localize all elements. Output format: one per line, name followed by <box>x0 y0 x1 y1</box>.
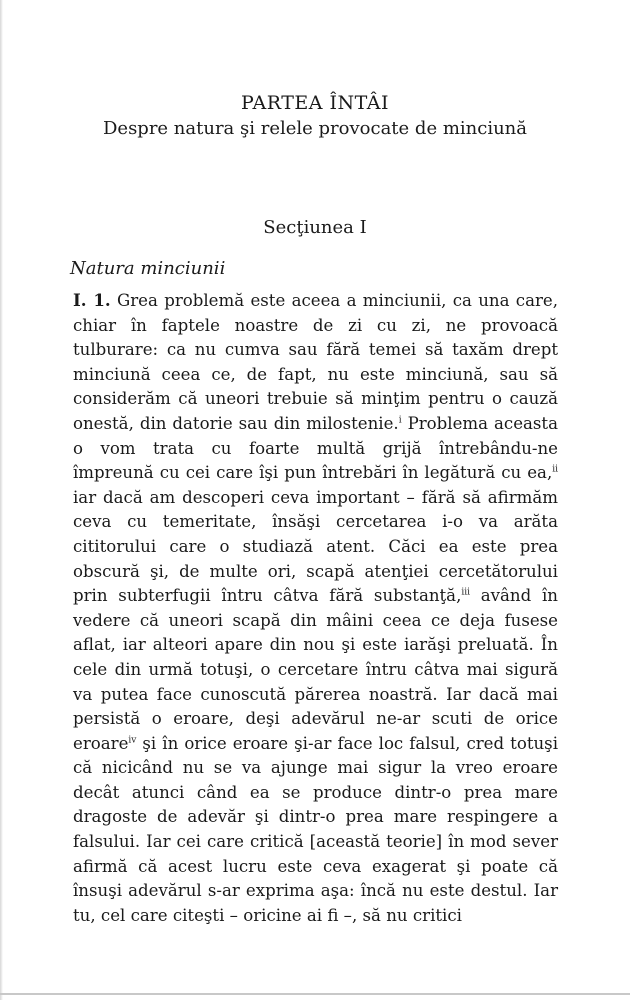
text-segment: iar dacă am descoperi ceva important – fără să afirmăm ceva cu temeritate, însăşi cercetarea i-o va arăta cititorului care o studiază atent. Căci ea este prea obscură şi, de multe ori, scapă atenţiei cercetătorului prin subterfugii întru câtva fără substanţă, <box>73 487 558 606</box>
part-title: PARTEA ÎNTÂI <box>240 92 390 114</box>
paragraph-number: I. 1. <box>73 290 111 310</box>
section-heading: Natura minciunii <box>70 258 226 279</box>
footnote-ref[interactable]: iv <box>128 735 137 746</box>
part-subtitle: Despre natura şi relele provocate de minciună <box>102 118 527 139</box>
text-segment: Problema aceasta o vom trata cu foarte multă grijă întrebându-ne împreună cu cei care îşi pun întrebări în legătură cu ea, <box>73 413 558 483</box>
text-segment: având în vedere că uneori scapă din mâini ceea ce deja fusese aflat, iar alteori apare din nou şi este iarăşi preluată. În cele din urmă totuşi, o cercetare întru câtva mai sigură va putea face cunoscută părerea noastră. Iar dacă mai persistă o eroare, deşi adevărul ne-ar scuti de orice eroare <box>73 586 558 753</box>
text-segment: Grea problemă este aceea a minciunii, ca una care, chiar în faptele noastre de zi cu zi, ne provoacă tulburare: ca nu cumva sau fără temei să taxăm drept minciună ceea ce, de fapt, nu este minciună, sau să considerăm că uneori trebuie să minţim pentru o cauză onestă, din datorie sau din milostenie. <box>73 291 559 433</box>
text-segment: şi în orice eroare şi-ar face loc falsul, cred totuşi că nicicând nu se va ajunge mai sigur la vreo eroare decât atunci când ea se produce dintr-o prea mare dragoste de adevăr şi dintr-o prea mare respingere a falsului. Iar cei care critică [această teorie] în mod sever afirmă că acest lucru este ceva exagerat şi poate că însuşi adevărul s-ar exprima aşa: încă nu este destul. Iar tu, cel care citeşti – oricine ai fi –, să nu critici <box>73 733 558 925</box>
body-paragraph <box>73 288 558 928</box>
page-bottom-edge <box>0 993 630 995</box>
section-title: Secţiunea I <box>263 217 367 238</box>
footnote-ref[interactable]: ii <box>552 464 558 475</box>
paragraph-text <box>73 288 558 928</box>
footnote-ref[interactable]: i <box>398 415 402 426</box>
footnote-ref[interactable]: iii <box>461 587 470 598</box>
page-edge-shadow <box>0 0 3 1000</box>
